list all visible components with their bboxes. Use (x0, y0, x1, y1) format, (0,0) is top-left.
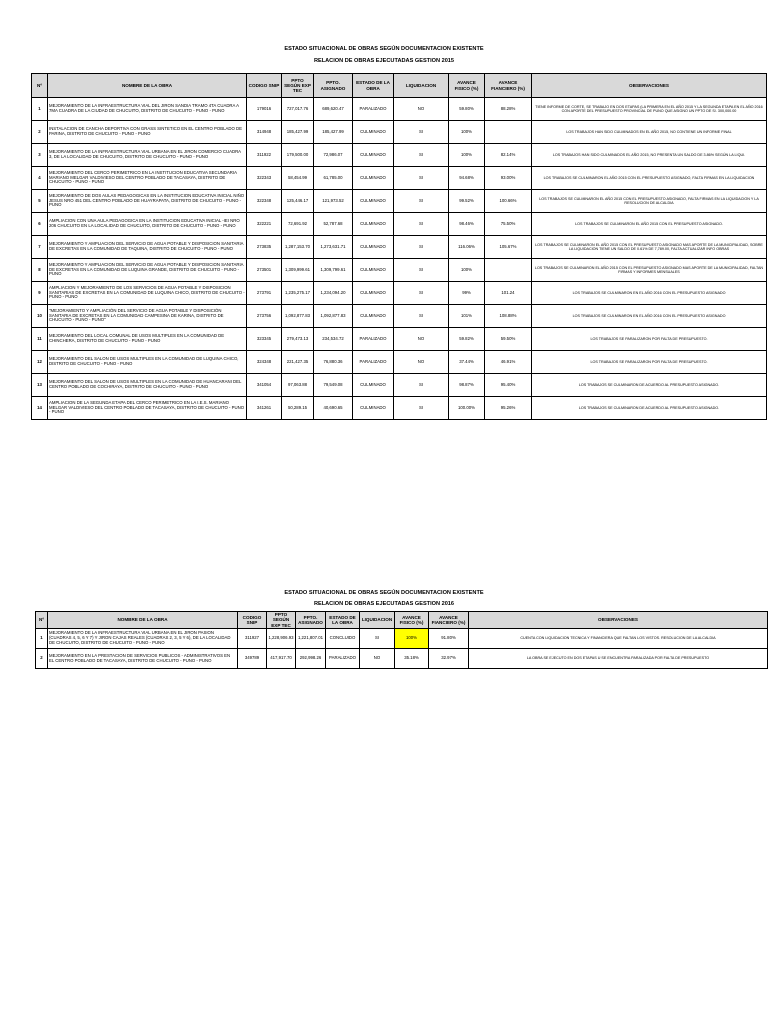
cell-status: PARALIZADO (353, 328, 394, 351)
cell-snip-code: 349789 (238, 649, 267, 669)
cell-budget-exp: 58,454.99 (282, 167, 314, 190)
cell-budget-exp: 50,289.15 (282, 397, 314, 420)
cell-liquidation: SI (394, 190, 449, 213)
table-row (32, 236, 767, 259)
cell-observations: LA OBRA SE EJECUTO EN DOS ETAPAS U SE ENCUENTRA PARALIZADA POR FALTA DE PRESUPUESTO (469, 649, 768, 669)
cell-budget-exp: 279,473.13 (282, 328, 314, 351)
col-header-budget-assigned: PPTO. ASIGNADO (314, 74, 353, 98)
cell-physical-progress: 99.52% (449, 190, 485, 213)
cell-financial-progress: 95.26% (485, 397, 532, 420)
cell-financial-progress: 88.28% (485, 98, 532, 121)
col-header-financial-progress: AVANCE FIANCIERO (%) (429, 612, 469, 629)
cell-work-name: MEJORAMIENTO Y AMPLIACION DEL SERVICIO DE AGUA POTABLE Y DISPOSICION SANITARIA DE EXCRETAS EN LA COMUNIDAD DE TAQUINA, DISTRITO DE CHUCUITO - PUNO - PUNO (48, 236, 247, 259)
cell-status: PARALIZADO (353, 351, 394, 374)
cell-status: CULMINADO (353, 305, 394, 328)
cell-budget-assigned: 1,234,094.20 (314, 282, 353, 305)
cell-observations: CUENTA CON LIQUIDACION TECNICA Y FINANCIERA QUE FALTAN LOS VISTOS. RESOLUCION DE LA ALCALDIA (469, 629, 768, 649)
col-header-budget-assigned: PPTO. ASIGNADO (296, 612, 326, 629)
cell-physical-progress: 100% (395, 629, 429, 649)
col-header-status: ESTADO DE LA OBRA (353, 74, 394, 98)
works-table-2015 (31, 73, 767, 420)
cell-observations: LOS TRABAJOS HAN SIDO CULMINADOS EN EL AÑO 2015, NO CONTIENE UN INFORME FINAL (532, 121, 767, 144)
cell-budget-assigned: 79,549.08 (314, 374, 353, 397)
cell-financial-progress: 82.14% (485, 144, 532, 167)
cell-financial-progress: 95.40% (485, 374, 532, 397)
cell-budget-assigned: 1,309,799.61 (314, 259, 353, 282)
cell-work-name: "MEJORAMIENTO Y AMPLIACIÓN DEL SERVICIO DE AGUA POTABLE Y DISPOSICIÓN SANITARIA DE EXCRETAS EN LA COMUNIDAD CAMPESINA DE KARINA, DISTRITO DE CHUCUITO - PUNO - PUNO" (48, 305, 247, 328)
table-row (32, 190, 767, 213)
cell-snip-code: 273835 (247, 236, 282, 259)
col-header-snip: CODIGO SNIP (238, 612, 267, 629)
cell-number: 1 (32, 98, 48, 121)
cell-work-name: MEJORAMIENTO Y AMPLIACION DEL SERVICIO DE AGUA POTABLE Y DISPOSICION SANITARIA DE EXCRETAS EN LA COMUNIDAD DE LUQUINA GRANDE, DISTRITO DE CHUCUITO - PUNO - PUNO (48, 259, 247, 282)
cell-number: 9 (32, 282, 48, 305)
cell-liquidation: SI (360, 629, 395, 649)
cell-number: 6 (32, 213, 48, 236)
cell-budget-exp: 72,691.92 (282, 213, 314, 236)
cell-physical-progress: 100% (449, 144, 485, 167)
cell-snip-code: 323345 (247, 328, 282, 351)
cell-number: 5 (32, 190, 48, 213)
cell-snip-code: 322221 (247, 213, 282, 236)
cell-snip-code: 322343 (247, 167, 282, 190)
cell-observations: LOS TRABAJOS HAN SIDO CULMINADOS EL AÑO 2015, NO PRESENTA UN SALDO DE 3.86% SEGÚN LA LIQUI. (532, 144, 767, 167)
cell-snip-code: 322348 (247, 190, 282, 213)
cell-work-name: MEJORAMIENTO DE LA INFRAESTRUCTURA VIAL URBANA EN EL JIRON COMERCIO CUADRA 3, DE LA LOCALIDAD DE CHUCUITO, DISTRITO DE CHUCUITO - PUNO - PUNO (48, 144, 247, 167)
cell-status: CULMINADO (353, 259, 394, 282)
cell-work-name: MEJORAMIENTO DE LA INFRAESTRUCTURA VIAL DEL JIRON SANDIA TRAMO 4TA CUADRA A 7MA CUADRA DE LA CIUDAD DE CHUCUITO, DISTRITO DE CHUCUITO - PUNO - PUNO (48, 98, 247, 121)
cell-budget-exp: 97,063.88 (282, 374, 314, 397)
cell-status: CULMINADO (353, 397, 394, 420)
cell-budget-exp: 1,309,999.61 (282, 259, 314, 282)
cell-budget-assigned: 76,880.36 (314, 351, 353, 374)
cell-financial-progress: 100.66% (485, 190, 532, 213)
cell-liquidation: NO (394, 328, 449, 351)
col-header-observations: OBSERVACIONES (469, 612, 768, 629)
cell-work-name: AMPLIACION DE LA SEGUNDA ETAPA DEL CERCO PERIMETRICO EN LA I.E.S. MARIANO MELGAR VALDIVIESO DEL CENTRO POBLADO DE TACASAYA, DISTRITO DE CHUCUITO - PUNO - PUNO (48, 397, 247, 420)
cell-work-name: MEJORAMIENTO DEL SALON DE USOS MULTIPLES EN LA COMUNIDAD DE HUANCARANI DEL CENTRO POBLADO DE COCHIRAYA, DISTRITO DE CHUCUITO - PUNO - PUNO (48, 374, 247, 397)
cell-status: CONCLUIDO (326, 629, 360, 649)
table-row (32, 144, 767, 167)
cell-status: CULMINADO (353, 282, 394, 305)
cell-status: PARALIZADO (326, 649, 360, 669)
col-header-physical-progress: AVANCE FISICO (%) (449, 74, 485, 98)
cell-budget-assigned: 292,998.26 (296, 649, 326, 669)
cell-observations: LOS TRABAJOS SE CULMINARON EL AÑO 2015 CON EL PRESUPUESTO ASIGNADO MAS APORTE DE LA MUNICIPALIDAD, SOBRE LA LIQUIDACION TIENE UN SALDO DE 0.61% DE 7,789.00, FALTA ACTUALIZAR INFO OBRAS (532, 236, 767, 259)
col-header-status: ESTADO DE LA OBRA (326, 612, 360, 629)
cell-physical-progress: 99% (449, 282, 485, 305)
cell-number: 12 (32, 351, 48, 374)
table-header-row (36, 612, 768, 629)
table-row (32, 98, 767, 121)
cell-snip-code: 311927 (238, 629, 267, 649)
col-header-name: NOMBRE DE LA OBRA (48, 612, 238, 629)
section-2016-title: ESTADO SITUACIONAL DE OBRAS SEGÚN DOCUMENTACION EXISTENTE (284, 590, 484, 596)
cell-liquidation: SI (394, 305, 449, 328)
cell-number: 13 (32, 374, 48, 397)
cell-observations: LOS TRABAJOS SE PARALIZARON POR FALTA DE PRESUPUESTO. (532, 351, 767, 374)
cell-liquidation: SI (394, 167, 449, 190)
cell-financial-progress: 93.00% (485, 167, 532, 190)
cell-observations: LOS TRABAJOS SE CULMINARON DE ACUERDO AL PRESUPUESTO ASIGNADO. (532, 397, 767, 420)
cell-status: CULMINADO (353, 190, 394, 213)
cell-snip-code: 341054 (247, 374, 282, 397)
cell-work-name: INSTALACION DE CANCHA DEPORTIVA CON GRASS SINTETICO EN EL CENTRO POBLADO DE PARINA, DISTRITO DE CHUCUITO - PUNO - PUNO (48, 121, 247, 144)
table-row (32, 259, 767, 282)
cell-physical-progress: 35.18% (395, 649, 429, 669)
table-row (32, 282, 767, 305)
cell-observations: LOS TRABAJOS SE CULMINARON EN EL AÑO 2016 CON EL PRESUPUESTO ASIGNADO (532, 282, 767, 305)
cell-number: 7 (32, 236, 48, 259)
cell-budget-exp: 185,427.99 (282, 121, 314, 144)
cell-number: 3 (32, 144, 48, 167)
cell-liquidation: SI (394, 282, 449, 305)
cell-status: CULMINADO (353, 144, 394, 167)
cell-financial-progress (485, 259, 532, 282)
cell-physical-progress: 37.44% (449, 351, 485, 374)
cell-status: CULMINADO (353, 213, 394, 236)
cell-physical-progress: 100% (449, 121, 485, 144)
cell-physical-progress: 100.00% (449, 397, 485, 420)
cell-budget-assigned: 40,690.65 (314, 397, 353, 420)
cell-snip-code: 314948 (247, 121, 282, 144)
col-header-financial-progress: AVANCE FIANCIERO (%) (485, 74, 532, 98)
cell-liquidation: NO (394, 351, 449, 374)
cell-number: 1 (36, 629, 48, 649)
cell-snip-code: 311922 (247, 144, 282, 167)
cell-budget-exp: 1,228,906.93 (267, 629, 296, 649)
cell-financial-progress: 46.91% (485, 351, 532, 374)
cell-liquidation: SI (394, 144, 449, 167)
cell-budget-exp: 727,017.76 (282, 98, 314, 121)
cell-budget-exp: 1,287,153.70 (282, 236, 314, 259)
cell-work-name: MEJORAMIENTO EN LA PRESTACION DE SERVICIOS PUBLICOS - ADMINISTRATIVOS EN EL CENTRO POBLADO DE TACASAYA, DISTRITO DE CHUCUITO - PUNO - PUNO (48, 649, 238, 669)
table-row (32, 397, 767, 420)
cell-snip-code: 273501 (247, 259, 282, 282)
cell-budget-assigned: 52,787.68 (314, 213, 353, 236)
cell-budget-assigned: 185,427.99 (314, 121, 353, 144)
cell-physical-progress: 98.87% (449, 374, 485, 397)
cell-observations: LOS TRABAJOS SE CULMINARON EL AÑO 2015 CON EL PRESUPUESTO ASIGNADO, FALTA FIRMAS EN LA LIQUIDACION (532, 167, 767, 190)
cell-number: 8 (32, 259, 48, 282)
cell-financial-progress: 75.50% (485, 213, 532, 236)
col-header-budget-exp: PPTO SEGÚN EXP TEC (282, 74, 314, 98)
cell-liquidation: SI (394, 374, 449, 397)
cell-physical-progress: 116.06% (449, 236, 485, 259)
cell-liquidation: SI (394, 397, 449, 420)
cell-liquidation: SI (394, 259, 449, 282)
cell-budget-assigned: 1,092,877.83 (314, 305, 353, 328)
cell-budget-exp: 179,500.00 (282, 144, 314, 167)
cell-liquidation: NO (360, 649, 395, 669)
table-row (32, 167, 767, 190)
table-row (32, 305, 767, 328)
table-row (32, 213, 767, 236)
cell-financial-progress (485, 121, 532, 144)
col-header-physical-progress: AVANCE FISICO (%) (395, 612, 429, 629)
cell-observations: LOS TRABAJOS SE CULMINARON EN EL AÑO 2016 CON EL PRESUPUESTO ASIGNADO (532, 305, 767, 328)
cell-work-name: MEJORAMIENTO DE DOS AULAS PEDAGOGICAS EN LA INSTITUCION EDUCATIVA INICIAL NIÑO JESUS NRO 451 DEL CENTRO POBLADO DE HUAYRAPATA, DISTRITO DE CHUCUITO - PUNO - PUNO (48, 190, 247, 213)
cell-financial-progress: 32.97% (429, 649, 469, 669)
cell-snip-code: 273791 (247, 282, 282, 305)
cell-financial-progress: 59.50% (485, 328, 532, 351)
cell-status: PARALIZADO (353, 98, 394, 121)
cell-status: CULMINADO (353, 167, 394, 190)
cell-financial-progress: 108.88% (485, 305, 532, 328)
cell-budget-assigned: 121,973.52 (314, 190, 353, 213)
cell-work-name: MEJORAMIENTO DE LA INFRAESTRUCTURA VIAL URBANA EN EL JIRON PASION (CUADRAS 4, 5, 6 Y 7) Y JIRON CAJAS REALES (CUADRAS 2, 3, 5 Y 6), DE LA LOCALIDAD DE CHUCUITO, DISTRITO DE CHUCUITO - PUNO - PUNO (48, 629, 238, 649)
table-row (32, 121, 767, 144)
cell-budget-exp: 1,235,275.17 (282, 282, 314, 305)
cell-number: 2 (36, 649, 48, 669)
cell-physical-progress: 100% (449, 259, 485, 282)
table-row (32, 328, 767, 351)
cell-observations: LOS TRABAJOS SE CULMINARON EL AÑO 2015 CON EL PRESUPUESTO ASIGNADO. (532, 213, 767, 236)
works-table-2016 (35, 611, 768, 669)
cell-status: CULMINADO (353, 121, 394, 144)
cell-budget-exp: 1,092,877.83 (282, 305, 314, 328)
col-header-observations: OBSERVACIONES (532, 74, 767, 98)
cell-budget-assigned: 689,620.47 (314, 98, 353, 121)
col-header-name: NOMBRE DE LA OBRA (48, 74, 247, 98)
section-2016-subtitle: RELACION DE OBRAS EJECUTADAS GESTION 2016 (313, 601, 455, 607)
col-header-liquidation: LIQUIDACION (360, 612, 395, 629)
cell-budget-assigned: 1,273,631.71 (314, 236, 353, 259)
cell-work-name: AMPLIACION CON UNA AULA PEDAGOGICA EN LA INSTITUCION EDUCATIVA INICIAL -IEI NRO 206 CHUCUITO EN LA LOCALIDAD DE CHUCUITO, DISTRITO DE CHUCUITO - PUNO - PUNO (48, 213, 247, 236)
cell-snip-code: 179016 (247, 98, 282, 121)
cell-physical-progress: 59.80% (449, 98, 485, 121)
cell-status: CULMINADO (353, 236, 394, 259)
table-row (32, 351, 767, 374)
section-2015-title: ESTADO SITUACIONAL DE OBRAS SEGÚN DOCUMENTACION EXISTENTE (284, 46, 484, 52)
cell-status: CULMINADO (353, 374, 394, 397)
col-header-number: Nº (36, 612, 48, 629)
cell-work-name: AMPLIACION Y MEJORAMIENTO DE LOS SERVICIOS DE AGUA POTABLE Y DISPOSICION SANITARIAS DE EXCRETAS EN LA COMUNIDAD DE LUQUINA CHICO, DISTRITO DE CHUCUITO - PUNO - PUNO (48, 282, 247, 305)
col-header-liquidation: LIQUIDACION (394, 74, 449, 98)
cell-budget-exp: 417,917.70 (267, 649, 296, 669)
cell-observations: LOS TRABAJOS SE PARALIZARON POR FALTA DE PRESUPUESTO. (532, 328, 767, 351)
cell-number: 11 (32, 328, 48, 351)
cell-liquidation: NO (394, 98, 449, 121)
cell-physical-progress: 98.46% (449, 213, 485, 236)
cell-financial-progress: 101.24 (485, 282, 532, 305)
table-row (32, 374, 767, 397)
col-header-budget-exp: PPTO SEGÚN EXP TEC (267, 612, 296, 629)
cell-observations: LOS TRABAJOS SE CULMINARON EL AÑO 2015 CON EL PRESUPUESTO ASIGNADO, FALTA FIRMAS EN LA LIQUIDACION Y LA RESOLUCION DE ALCALDIA (532, 190, 767, 213)
cell-physical-progress: 59.82% (449, 328, 485, 351)
cell-observations: TIENE INFORME DE CORTE, SE TRABAJO EN DOS ETAPAS (LA PRIMERA EN EL AÑO 2015 Y LA SEGUNDA ETAPA EN EL AÑO 2016 CON APORTE DEL PRESUPUESTO PROVINCIAL DE PUNO QUE ASIGNO UN PPTO DE S/. 300,000.00 (532, 98, 767, 121)
table-header-row (32, 74, 767, 98)
cell-budget-assigned: 72,986.07 (314, 144, 353, 167)
cell-number: 10 (32, 305, 48, 328)
cell-number: 14 (32, 397, 48, 420)
cell-budget-exp: 221,427.35 (282, 351, 314, 374)
cell-snip-code: 341261 (247, 397, 282, 420)
cell-budget-assigned: 234,534.72 (314, 328, 353, 351)
cell-liquidation: SI (394, 121, 449, 144)
section-2015-subtitle: RELACION DE OBRAS EJECUTADAS GESTION 2015 (313, 58, 455, 64)
col-header-snip: CODIGO SNIP (247, 74, 282, 98)
cell-observations: LOS TRABAJOS SE CULMINARON EL AÑO 2015 CON EL PRESUPUESTO ASIGNADO MAS APORTE DE LA MUNICIPALIDAD, FALTAN FIRMAS Y INFORMES MENSUALES (532, 259, 767, 282)
cell-liquidation: SI (394, 213, 449, 236)
cell-financial-progress: 91.80% (429, 629, 469, 649)
cell-number: 2 (32, 121, 48, 144)
col-header-number: Nº (32, 74, 48, 98)
cell-work-name: MEJORAMIENTO DEL LOCAL COMUNAL DE USOS MULTIPLES EN LA COMUNIDAD DE CHINCHERA, DISTRITO DE CHUCUITO - PUNO - PUNO (48, 328, 247, 351)
cell-physical-progress: 94.68% (449, 167, 485, 190)
cell-budget-exp: 125,446.17 (282, 190, 314, 213)
cell-physical-progress: 101% (449, 305, 485, 328)
table-row (36, 649, 768, 669)
cell-financial-progress: 105.67% (485, 236, 532, 259)
cell-number: 4 (32, 167, 48, 190)
table-row (36, 629, 768, 649)
cell-observations: LOS TRABAJOS SE CULMINARON DE ACUERDO AL PRESUPUESTO ASIGNADO. (532, 374, 767, 397)
cell-snip-code: 324348 (247, 351, 282, 374)
cell-work-name: MEJORAMIENTO DEL CERCO PERIMETRICO EN LA INSTITUCION EDUCATIVA SECUNDARIA MARIANO MELGAR VALDIVIESO DEL CENTRO POBLADO DE TACASAYA, DISTRITO DE CHUCUITO - PUNO - PUNO (48, 167, 247, 190)
cell-work-name: MEJORAMIENTO DEL SALON DE USOS MULTIPLES EN LA COMUNIDAD DE LUQUINA CHICO, DISTRITO DE CHUCUITO - PUNO - PUNO (48, 351, 247, 374)
cell-liquidation: SI (394, 236, 449, 259)
cell-budget-assigned: 61,785.00 (314, 167, 353, 190)
cell-snip-code: 273756 (247, 305, 282, 328)
cell-budget-assigned: 1,221,807.01 (296, 629, 326, 649)
